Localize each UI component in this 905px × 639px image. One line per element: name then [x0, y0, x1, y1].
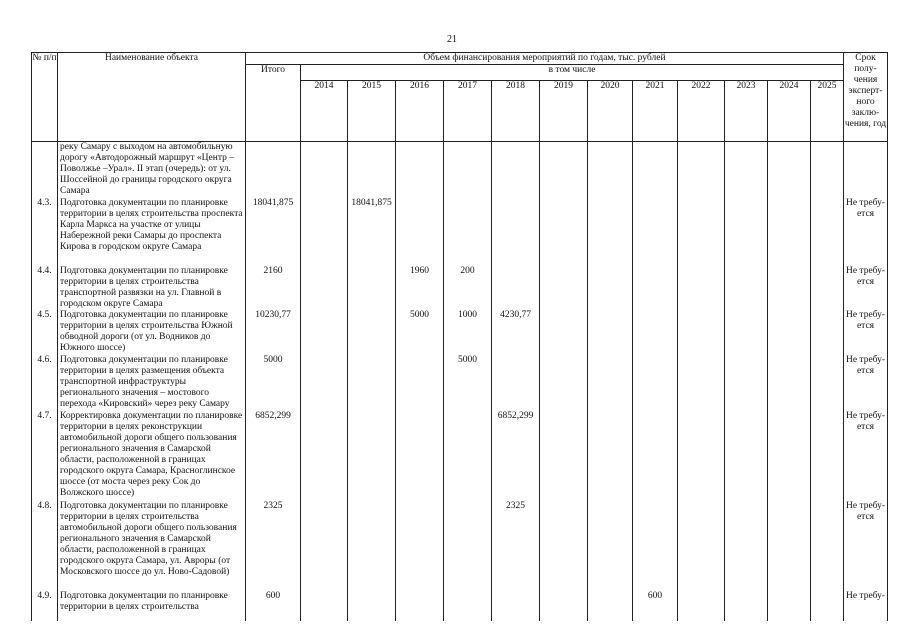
year-header: 2020 [588, 81, 633, 142]
year-header: 2021 [633, 81, 678, 142]
year-value [768, 355, 811, 411]
page-number: 21 [447, 34, 457, 45]
year-value [725, 411, 768, 501]
object-name: Подготовка документации по планировке территории в целях строительства [58, 591, 246, 621]
year-value [768, 591, 811, 621]
year-value [301, 142, 348, 198]
row-number [32, 142, 58, 198]
row-number: 4.9. [32, 591, 58, 621]
year-header: 2017 [444, 81, 492, 142]
year-header: 2023 [725, 81, 768, 142]
year-value: 200 [444, 266, 492, 310]
year-value [633, 355, 678, 411]
year-value [540, 310, 588, 355]
year-value [588, 310, 633, 355]
year-value [540, 142, 588, 198]
header-including: в том числе [301, 65, 844, 81]
year-value [396, 142, 444, 198]
year-value [588, 198, 633, 266]
header-term: Срок полу-чения эксперт-ного заклю-чения, год [844, 53, 888, 142]
year-header: 2018 [492, 81, 540, 142]
year-value [678, 355, 725, 411]
year-value [540, 266, 588, 310]
year-value [492, 355, 540, 411]
header-funding: Объем финансирования мероприятий по годам, тыс. рублей [246, 53, 844, 65]
year-value [678, 591, 725, 621]
table-row [32, 310, 888, 355]
year-header: 2019 [540, 81, 588, 142]
year-value [768, 266, 811, 310]
total-value: 600 [246, 591, 301, 621]
term-value: Не требу-ется [844, 266, 888, 310]
year-value [348, 411, 396, 501]
year-value [444, 501, 492, 591]
year-value [725, 355, 768, 411]
year-value [301, 591, 348, 621]
year-value [811, 310, 844, 355]
row-number: 4.3. [32, 198, 58, 266]
year-value: 1960 [396, 266, 444, 310]
year-value [678, 501, 725, 591]
year-value [492, 266, 540, 310]
year-value [444, 411, 492, 501]
year-value [678, 411, 725, 501]
year-header: 2015 [348, 81, 396, 142]
object-name: Подготовка документации по планировке территории в целях строительства Южной обводной дороги (от ул. Водников до Южного шоссе) [58, 310, 246, 355]
year-header: 2025 [811, 81, 844, 142]
row-number: 4.4. [32, 266, 58, 310]
year-value [540, 355, 588, 411]
year-value [396, 198, 444, 266]
year-value [540, 591, 588, 621]
year-value [725, 501, 768, 591]
year-value [678, 310, 725, 355]
year-header: 2022 [678, 81, 725, 142]
term-value: Не требу-ется [844, 355, 888, 411]
year-value [678, 266, 725, 310]
total-value: 6852,299 [246, 411, 301, 501]
year-value [540, 198, 588, 266]
year-value [348, 591, 396, 621]
year-value: 5000 [396, 310, 444, 355]
year-value [678, 142, 725, 198]
term-value: Не требу-ется [844, 310, 888, 355]
year-header: 2014 [301, 81, 348, 142]
year-value [725, 142, 768, 198]
year-value [588, 501, 633, 591]
object-name: реку Самару с выходом на автомобильную дорогу «Автодорожный маршрут «Центр – Поволжье –Урал». II этап (очередь): от ул. Шоссейной до границы городского округа Самара [58, 142, 246, 198]
term-value: Не требу-ется [844, 411, 888, 501]
year-value [301, 310, 348, 355]
year-value [348, 142, 396, 198]
year-value: 18041,875 [348, 198, 396, 266]
year-value [811, 591, 844, 621]
object-name: Подготовка документации по планировке территории в целях строительства транспортной развязки на ул. Главной в городском округе Самара [58, 266, 246, 310]
year-value [633, 411, 678, 501]
row-number: 4.6. [32, 355, 58, 411]
year-value [768, 310, 811, 355]
row-number: 4.5. [32, 310, 58, 355]
year-value [348, 501, 396, 591]
year-value [396, 501, 444, 591]
year-value: 6852,299 [492, 411, 540, 501]
header-total: Итого [246, 65, 301, 142]
year-value [633, 501, 678, 591]
table-body [32, 142, 888, 621]
year-header: 2024 [768, 81, 811, 142]
term-value: Не требу- [844, 591, 888, 621]
year-value [768, 198, 811, 266]
table-row [32, 501, 888, 591]
header-num: № п/п [32, 53, 58, 142]
year-value [301, 501, 348, 591]
year-value [396, 591, 444, 621]
year-value [540, 501, 588, 591]
year-value: 2325 [492, 501, 540, 591]
table-header [32, 53, 888, 142]
year-value: 600 [633, 591, 678, 621]
year-value [725, 310, 768, 355]
year-value [633, 198, 678, 266]
year-value [444, 198, 492, 266]
year-value [396, 355, 444, 411]
year-value [588, 142, 633, 198]
year-value: 1000 [444, 310, 492, 355]
term-value [844, 142, 888, 198]
year-value: 4230,77 [492, 310, 540, 355]
year-value [301, 266, 348, 310]
year-value [811, 142, 844, 198]
total-value: 2160 [246, 266, 301, 310]
year-value [540, 411, 588, 501]
total-value: 2325 [246, 501, 301, 591]
term-value: Не требу-ется [844, 501, 888, 591]
header-name: Наименование объекта [58, 53, 246, 142]
object-name: Подготовка документации по планировке территории в целях строительства автомобильной дороги общего пользования регионального значения в Самарской области, расположенной в границах городского округа Самара, ул. Авроры (от Московского шоссе до ул. Ново-Садовой) [58, 501, 246, 591]
funding-table [31, 52, 888, 621]
year-value [348, 266, 396, 310]
year-value [811, 411, 844, 501]
year-header: 2016 [396, 81, 444, 142]
term-value: Не требу-ется [844, 198, 888, 266]
object-name: Подготовка документации по планировке территории в целях размещения объекта транспортной инфраструктуры регионального значения – мостового перехода «Кировский» через реку Самару [58, 355, 246, 411]
year-value [588, 355, 633, 411]
object-name: Подготовка документации по планировке территории в целях строительства проспекта Карла Маркса на участке от улицы Набережной реки Самары до проспекта Кирова в городском округе Самара [58, 198, 246, 266]
year-value [811, 355, 844, 411]
year-value [811, 501, 844, 591]
year-value [348, 310, 396, 355]
year-value [301, 355, 348, 411]
object-name: Корректировка документации по планировке территории в целях реконструкции автомобильной дороги общего пользования регионального значения в Самарской области, расположенной в границах городского округа Самара, Красноглинское шоссе (от моста через реку Сок до Волжского шоссе) [58, 411, 246, 501]
table-row [32, 142, 888, 198]
year-value [301, 411, 348, 501]
year-value [725, 266, 768, 310]
table-row [32, 355, 888, 411]
total-value: 5000 [246, 355, 301, 411]
year-value [348, 355, 396, 411]
total-value [246, 142, 301, 198]
year-value [768, 142, 811, 198]
year-value [633, 142, 678, 198]
year-value [768, 501, 811, 591]
year-value [725, 591, 768, 621]
row-number: 4.7. [32, 411, 58, 501]
row-number: 4.8. [32, 501, 58, 591]
year-value [588, 266, 633, 310]
year-value [811, 266, 844, 310]
year-value [396, 411, 444, 501]
table-row [32, 198, 888, 266]
table-row [32, 266, 888, 310]
table-row [32, 591, 888, 621]
year-value [492, 198, 540, 266]
table-row [32, 411, 888, 501]
total-value: 10230,77 [246, 310, 301, 355]
year-value [588, 591, 633, 621]
year-value [492, 591, 540, 621]
year-value [768, 411, 811, 501]
year-value [633, 266, 678, 310]
year-value [301, 198, 348, 266]
year-value [633, 310, 678, 355]
year-value: 5000 [444, 355, 492, 411]
year-value [444, 142, 492, 198]
year-value [725, 198, 768, 266]
year-value [678, 198, 725, 266]
year-value [492, 142, 540, 198]
year-value [444, 591, 492, 621]
year-value [811, 198, 844, 266]
total-value: 18041,875 [246, 198, 301, 266]
year-value [588, 411, 633, 501]
